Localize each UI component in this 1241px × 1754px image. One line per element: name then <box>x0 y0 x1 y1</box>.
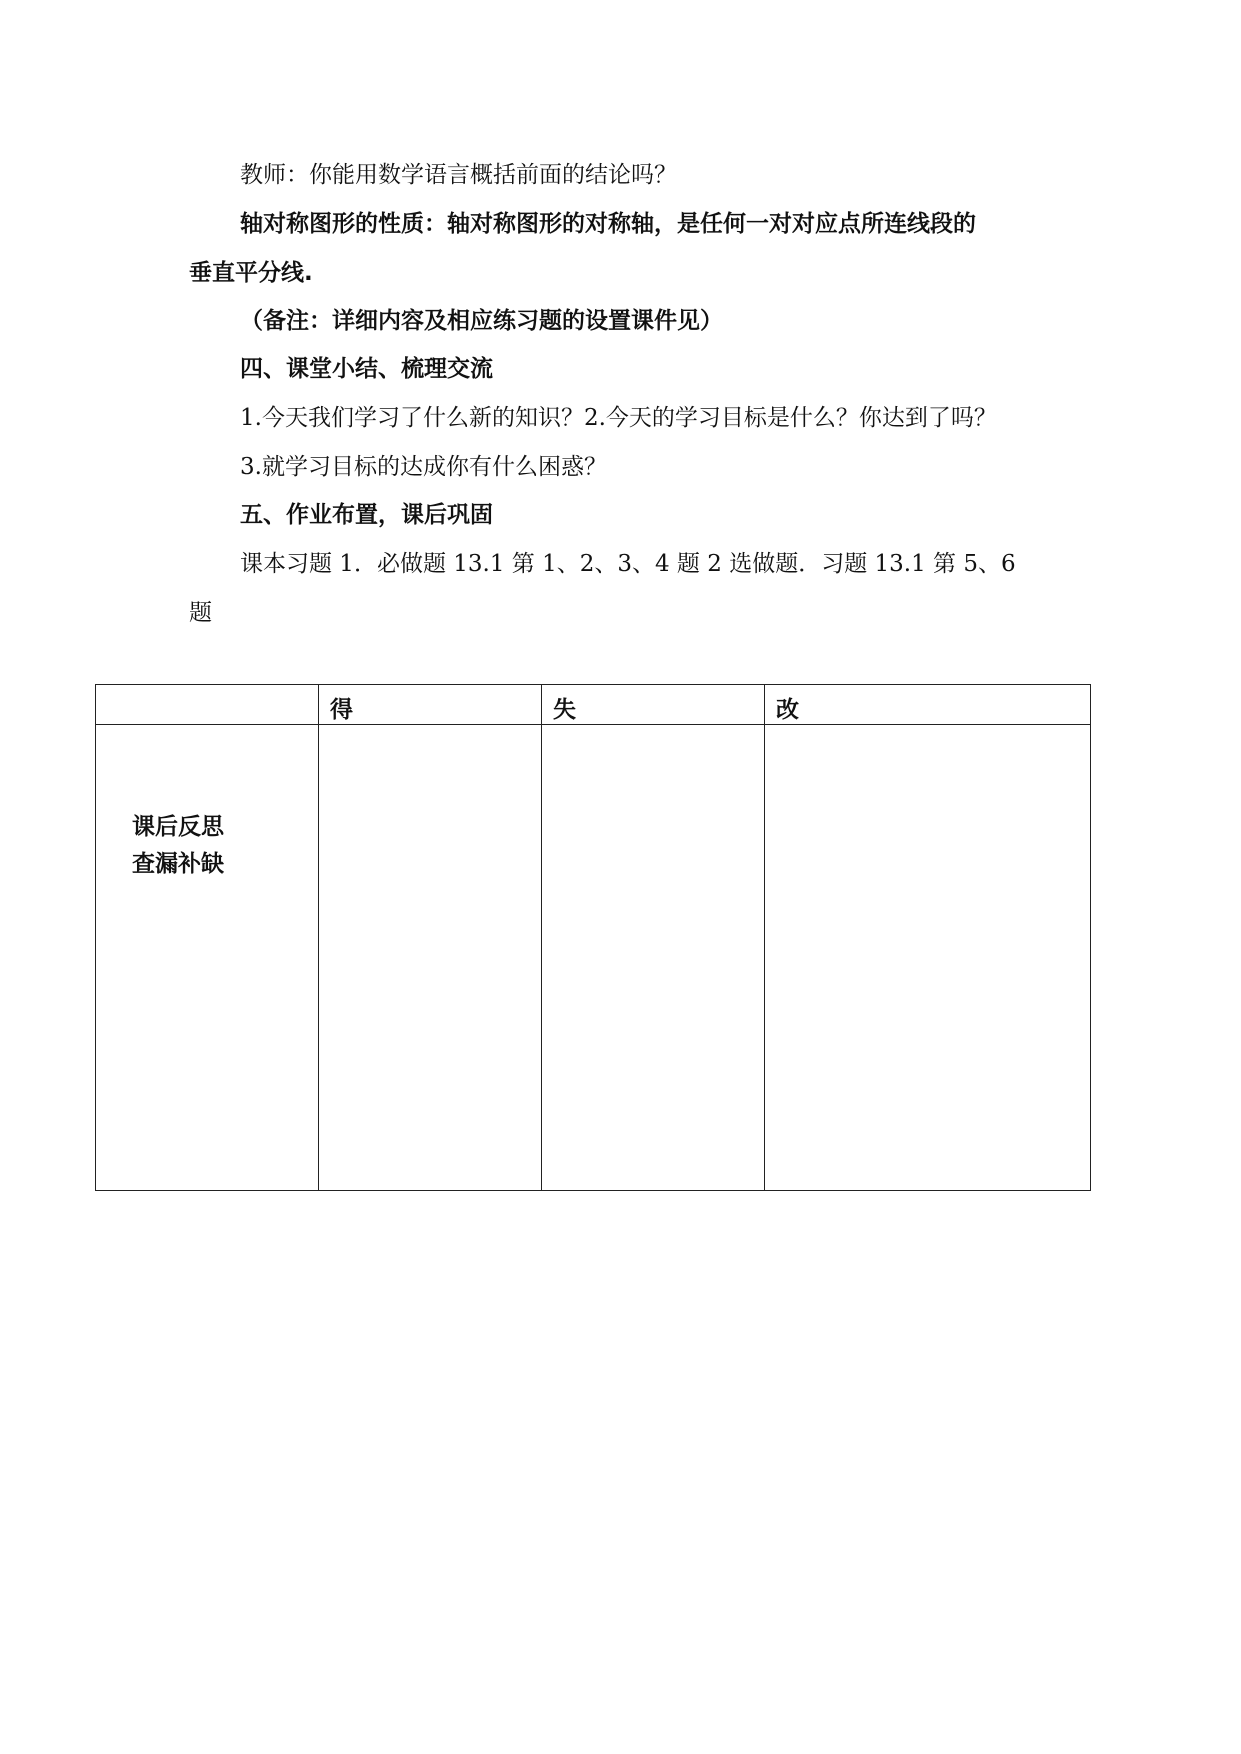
table-header-row <box>96 685 1091 725</box>
gain-cell[interactable] <box>319 725 542 1191</box>
homework-line1: 课本习题 1．必做题 13.1 第 1、2、3、4 题 2 选做题．习题 13.1 第 5、6 <box>240 551 1016 577</box>
section-5-heading: 五、作业布置，课后巩固 <box>240 502 493 528</box>
summary-questions-line2: 3.就学习目标的达成你有什么困惑？ <box>240 454 607 480</box>
header-cell-empty <box>96 685 319 725</box>
remark-note: （备注：详细内容及相应练习题的设置课件见） <box>240 308 723 334</box>
property-statement-line2: 垂直平分线. <box>189 260 313 286</box>
property-statement-line1: 轴对称图形的性质：轴对称图形的对称轴，是任何一对对应点所连线段的 <box>240 211 976 237</box>
loss-cell[interactable] <box>542 725 765 1191</box>
teacher-question: 教师：你能用数学语言概括前面的结论吗？ <box>240 162 677 188</box>
row-label-line1: 课后反思 <box>132 814 224 840</box>
summary-questions-line1: 1.今天我们学习了什么新的知识？2.今天的学习目标是什么？你达到了吗？ <box>240 405 997 431</box>
table-body-row <box>96 725 1091 1191</box>
section-4-heading: 四、课堂小结、梳理交流 <box>240 356 493 382</box>
row-label-line2: 查漏补缺 <box>132 851 224 877</box>
row-label-cell <box>96 725 319 1191</box>
header-cell-gain: 得 <box>319 685 542 725</box>
header-cell-loss: 失 <box>542 685 765 725</box>
improve-cell[interactable] <box>765 725 1091 1191</box>
reflection-table <box>95 684 1091 1191</box>
header-cell-improve: 改 <box>765 685 1091 725</box>
homework-line2: 题 <box>189 600 212 626</box>
